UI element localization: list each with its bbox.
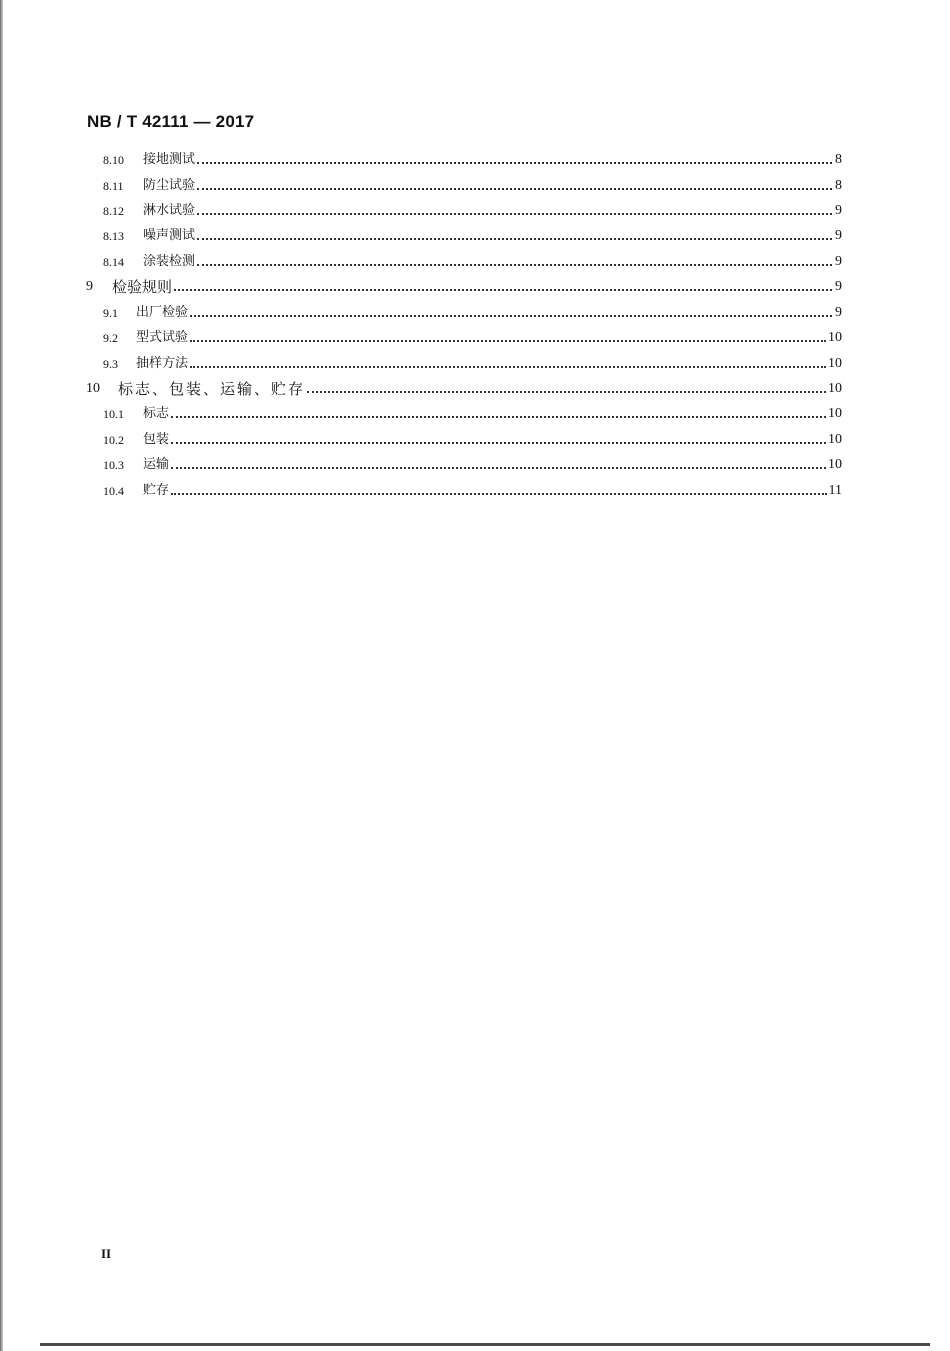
toc-entry-page: 8: [835, 152, 842, 167]
toc-entry-page: 9: [835, 203, 842, 218]
page-bottom-edge: [40, 1343, 930, 1346]
toc-entry-title: 噪声测试: [143, 228, 196, 243]
toc-entry-page: 9: [835, 228, 842, 243]
dot-leader: [171, 466, 826, 469]
toc-entry-page: 10: [828, 406, 842, 421]
toc-entry-page: 9: [835, 254, 842, 269]
toc-entry-number: 9: [86, 279, 93, 294]
toc-entry-8-13[interactable]: [103, 222, 842, 244]
toc-entry-title: 接地测试: [143, 152, 196, 167]
dot-leader: [197, 237, 832, 240]
dot-leader: [197, 263, 832, 266]
toc-entry-9-1[interactable]: [103, 299, 842, 321]
dot-leader: [171, 492, 827, 495]
toc-entry-10[interactable]: [86, 375, 842, 397]
document-code-header: NB / T 42111 — 2017: [87, 112, 255, 131]
toc-entry-page: 9: [835, 305, 842, 320]
toc-entry-title: 防尘试验: [143, 178, 196, 193]
toc-entry-8-14[interactable]: [103, 248, 842, 270]
toc-entry-title: 检验规则: [112, 278, 173, 296]
toc-entry-page: 9: [835, 279, 842, 294]
toc-entry-9-2[interactable]: [103, 324, 842, 346]
toc-entry-title: 运输: [143, 457, 170, 472]
toc-entry-page: 10: [828, 356, 842, 371]
toc-entry-page: 10: [828, 330, 842, 345]
dot-leader: [171, 415, 826, 418]
toc-entry-title: 包装: [143, 432, 170, 447]
toc-entry-10-1[interactable]: [103, 400, 842, 422]
toc-entry-number: 8.14: [103, 255, 124, 269]
page-left-edge: [0, 0, 3, 1351]
toc-entry-number: 8.13: [103, 229, 124, 243]
dot-leader: [174, 288, 832, 291]
toc-entry-number: 9.2: [103, 331, 118, 345]
toc-entry-8-12[interactable]: [103, 197, 842, 219]
toc-entry-title: 标志: [143, 406, 170, 421]
toc-entry-page: 10: [828, 381, 842, 396]
dot-leader: [190, 365, 826, 368]
toc-entry-8-10[interactable]: [103, 146, 842, 168]
toc-entry-number: 8.10: [103, 153, 124, 167]
toc-entry-page: 10: [828, 457, 842, 472]
dot-leader: [197, 161, 832, 164]
toc-entry-10-4[interactable]: [103, 477, 842, 499]
toc-entry-10-2[interactable]: [103, 426, 842, 448]
toc-entry-number: 8.11: [103, 179, 124, 193]
toc-entry-title: 贮存: [143, 483, 170, 498]
dot-leader: [197, 212, 832, 215]
toc-entry-9[interactable]: [86, 273, 842, 295]
toc-entry-8-11[interactable]: [103, 172, 842, 194]
toc-entry-number: 9.3: [103, 357, 118, 371]
toc-entry-10-3[interactable]: [103, 451, 842, 473]
dot-leader: [190, 339, 826, 342]
toc-entry-title: 涂装检测: [143, 254, 196, 269]
toc-entry-title: 型式试验: [136, 330, 189, 345]
toc-entry-title: 淋水试验: [143, 203, 196, 218]
toc-entry-page: 10: [828, 432, 842, 447]
toc-entry-number: 10.1: [103, 407, 124, 421]
toc-entry-page: 11: [828, 483, 842, 498]
toc-entry-title: 抽样方法: [136, 356, 189, 371]
toc-entry-number: 10.4: [103, 484, 124, 498]
page-number: II: [101, 1246, 112, 1261]
toc-entry-number: 10: [86, 381, 100, 396]
toc-entry-number: 10.3: [103, 458, 124, 472]
dot-leader: [171, 441, 826, 444]
dot-leader: [307, 390, 826, 393]
dot-leader: [190, 314, 832, 317]
toc-entry-9-3[interactable]: [103, 350, 842, 372]
dot-leader: [197, 187, 832, 190]
toc-entry-number: 10.2: [103, 433, 124, 447]
toc-entry-title: 出厂检验: [136, 305, 189, 320]
toc-entry-number: 8.12: [103, 204, 124, 218]
toc-entry-title: 标志、包装、运输、贮存: [118, 380, 306, 398]
toc-entry-number: 9.1: [103, 306, 118, 320]
toc-entry-page: 8: [835, 178, 842, 193]
